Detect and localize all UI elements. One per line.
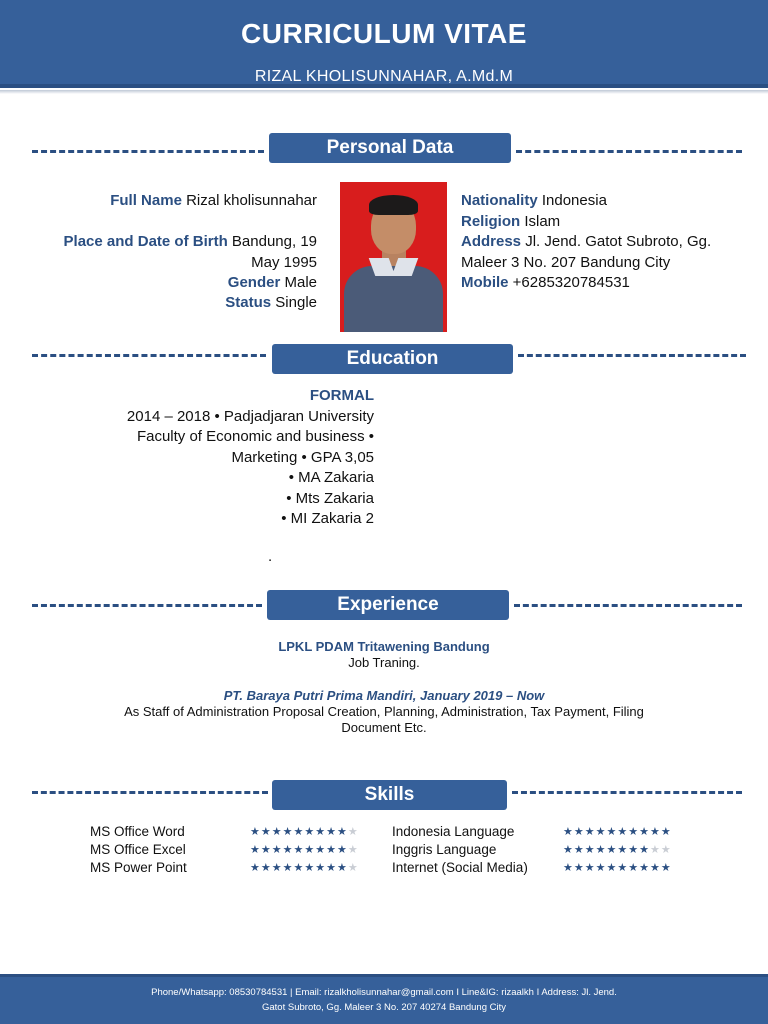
section-divider-left	[32, 604, 262, 607]
skill-name: Indonesia Language	[392, 824, 515, 839]
cv-name: RIZAL KHOLISUNNAHAR, A.Md.M	[254, 68, 514, 85]
star-icon: ★	[250, 826, 261, 838]
nationality-row	[461, 191, 607, 212]
star-icon: ★	[326, 826, 337, 838]
star-icon: ★	[337, 862, 348, 874]
star-icon: ★	[617, 862, 629, 874]
star-icon: ★	[260, 844, 272, 856]
mobile-row	[461, 273, 630, 294]
star-icon: ★	[315, 844, 327, 856]
status-label: Status	[225, 294, 272, 311]
education-line: • MA Zakaria	[288, 469, 374, 486]
full-name-row	[110, 191, 317, 212]
star-icon: ★	[337, 844, 348, 856]
education-line: • MI Zakaria 2	[281, 510, 374, 527]
star-icon: ★	[660, 862, 672, 874]
star-icon: ★	[293, 862, 305, 874]
star-icon: ★	[628, 862, 640, 874]
gender-label: Gender	[227, 274, 281, 291]
skill-name: Inggris Language	[392, 842, 497, 857]
profile-photo	[340, 182, 447, 332]
experience-org: LPKL PDAM Tritawening Bandung	[278, 639, 490, 654]
star-icon: ★	[595, 826, 607, 838]
photo-hair	[369, 195, 418, 215]
star-icon: ★	[639, 826, 650, 838]
section-title-education: Education	[272, 344, 513, 374]
star-icon: ★	[606, 826, 618, 838]
header-shadow	[0, 90, 768, 94]
mobile-label: Mobile	[461, 274, 509, 291]
star-icon: ★	[282, 826, 294, 838]
education-trailing-dot: .	[268, 548, 273, 565]
star-icon: ★	[650, 862, 661, 874]
star-icon: ★	[573, 844, 585, 856]
star-icon: ★	[347, 862, 359, 874]
section-divider-right	[518, 354, 746, 357]
education-line: Faculty of Economic and business •	[136, 428, 374, 445]
full-name-label: Full Name	[110, 192, 182, 209]
education-heading: FORMAL	[309, 387, 374, 404]
star-icon: ★	[347, 844, 359, 856]
star-icon: ★	[650, 844, 661, 856]
star-icon: ★	[260, 862, 272, 874]
star-icon: ★	[617, 844, 629, 856]
star-icon: ★	[584, 862, 596, 874]
contact-footer	[0, 974, 768, 1024]
section-divider-right	[512, 791, 742, 794]
cv-title: CURRICULUM VITAE	[241, 18, 527, 49]
address-row	[461, 232, 711, 273]
section-divider-right	[516, 150, 742, 153]
star-icon: ★	[293, 826, 305, 838]
star-icon: ★	[293, 844, 305, 856]
star-icon: ★	[347, 826, 359, 838]
gender-row	[228, 273, 317, 294]
star-icon: ★	[282, 844, 294, 856]
star-icon: ★	[639, 844, 650, 856]
star-icon: ★	[304, 844, 316, 856]
skill-name: MS Office Excel	[90, 842, 186, 857]
star-icon: ★	[282, 862, 294, 874]
star-icon: ★	[326, 844, 337, 856]
gender-value: Male	[284, 274, 317, 291]
skill-rating-stars	[250, 823, 359, 841]
skill-rating-stars	[250, 841, 359, 859]
mobile-value: +6285320784531	[512, 274, 630, 291]
status-row	[225, 293, 317, 314]
star-icon: ★	[660, 826, 672, 838]
status-value: Single	[275, 294, 317, 311]
address-label: Address	[461, 233, 522, 250]
star-icon: ★	[573, 826, 585, 838]
skill-rating-stars	[563, 841, 672, 859]
star-icon: ★	[260, 826, 272, 838]
star-icon: ★	[628, 826, 640, 838]
star-icon: ★	[326, 862, 337, 874]
experience-desc: As Staff of Administration Proposal Creation, Planning, Administration, Tax Payment, Filing	[124, 704, 644, 719]
star-icon: ★	[617, 826, 629, 838]
experience-desc: Job Traning.	[348, 655, 420, 670]
experience-item	[0, 639, 768, 671]
skill-name: MS Office Word	[90, 824, 185, 839]
star-icon: ★	[660, 844, 672, 856]
star-icon: ★	[628, 844, 640, 856]
cv-header	[0, 0, 768, 88]
star-icon: ★	[304, 862, 316, 874]
star-icon: ★	[584, 844, 596, 856]
birth-label: Place and Date of Birth	[63, 233, 228, 250]
education-line: Marketing • GPA 3,05	[231, 448, 374, 466]
star-icon: ★	[606, 844, 618, 856]
section-divider-left	[32, 791, 268, 794]
nationality-value: Indonesia	[541, 192, 607, 209]
section-title-experience: Experience	[267, 590, 509, 620]
birth-value-2: May 1995	[251, 253, 317, 271]
experience-item	[0, 688, 768, 736]
star-icon: ★	[606, 862, 618, 874]
education-line: • Mts Zakaria	[286, 489, 374, 507]
section-divider-left	[32, 150, 264, 153]
skill-rating-stars	[563, 859, 672, 877]
star-icon: ★	[315, 862, 327, 874]
skill-name: MS Power Point	[90, 860, 187, 875]
address-value-2: Maleer 3 No. 207 Bandung City	[461, 253, 671, 271]
star-icon: ★	[271, 826, 283, 838]
footer-line: Phone/Whatsapp: 08530784531 | Email: rizalkholisunnahar@gmail.com I Line&IG: rizaalkh I Address: Jl. Jend.	[151, 987, 617, 998]
section-divider-left	[32, 354, 266, 357]
skill-name: Internet (Social Media)	[392, 860, 528, 875]
star-icon: ★	[304, 826, 316, 838]
star-icon: ★	[650, 826, 661, 838]
star-icon: ★	[250, 862, 261, 874]
star-icon: ★	[595, 862, 607, 874]
footer-line: Gatot Subroto, Gg. Maleer 3 No. 207 40274 Bandung City	[262, 1002, 506, 1013]
star-icon: ★	[563, 844, 574, 856]
star-icon: ★	[250, 844, 261, 856]
star-icon: ★	[573, 862, 585, 874]
education-list	[127, 386, 374, 530]
birth-value-1: Bandung, 19	[231, 233, 317, 250]
star-icon: ★	[563, 826, 574, 838]
star-icon: ★	[595, 844, 607, 856]
full-name-value: Rizal kholisunnahar	[186, 192, 317, 209]
section-title-personal: Personal Data	[269, 133, 511, 163]
star-icon: ★	[271, 862, 283, 874]
religion-row	[461, 212, 560, 233]
star-icon: ★	[584, 826, 596, 838]
religion-value: Islam	[524, 213, 561, 230]
star-icon: ★	[563, 862, 574, 874]
nationality-label: Nationality	[461, 192, 538, 209]
skill-rating-stars	[250, 859, 359, 877]
star-icon: ★	[271, 844, 283, 856]
birth-row	[64, 232, 317, 273]
address-value-1: Jl. Jend. Gatot Subroto, Gg.	[525, 233, 712, 250]
star-icon: ★	[337, 826, 348, 838]
experience-desc: Document Etc.	[341, 720, 427, 735]
skill-rating-stars	[563, 823, 672, 841]
star-icon: ★	[639, 862, 650, 874]
religion-label: Religion	[461, 213, 521, 230]
section-title-skills: Skills	[272, 780, 507, 810]
section-divider-right	[514, 604, 742, 607]
education-line: 2014 – 2018 • Padjadjaran University	[126, 407, 374, 425]
experience-org: PT. Baraya Putri Prima Mandiri, January 2019 – Now	[223, 688, 545, 703]
star-icon: ★	[315, 826, 327, 838]
